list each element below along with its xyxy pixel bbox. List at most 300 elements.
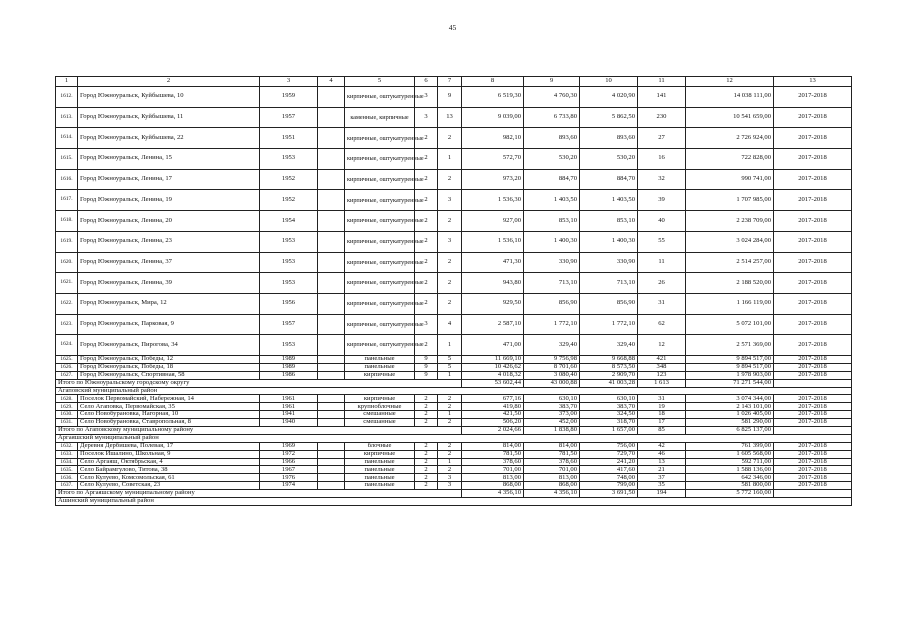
repair-period-cell: 2017-2018 [774, 482, 852, 490]
empty-cell-cell [318, 314, 345, 335]
total-area-cell: 927,00 [462, 211, 524, 232]
wall-material-cell: кирпичные, оштукатуренные [345, 335, 415, 356]
row-number-cell: 1623. [56, 314, 78, 335]
table-row [56, 273, 852, 294]
entrances-cell: 3 [438, 190, 462, 211]
year-built-cell: 1954 [260, 211, 318, 232]
subtotal-repair-period-cell [774, 490, 852, 498]
floors-cell: 2 [415, 211, 438, 232]
row-number-cell: 1634. [56, 458, 78, 466]
address-cell: Село Новобурановка, Нагорная, 10 [78, 411, 260, 419]
entrances-cell: 1 [438, 371, 462, 379]
empty-cell-cell [318, 273, 345, 294]
floors-cell: 2 [415, 458, 438, 466]
housing-register-table [55, 76, 852, 506]
wall-material-cell: кирпичные, оштукатуренные [345, 149, 415, 170]
entrances-cell: 1 [438, 335, 462, 356]
floors-cell: 2 [415, 419, 438, 427]
total-area-cell: 701,00 [462, 466, 524, 474]
living-area-cell: 893,60 [524, 128, 580, 149]
residential-area-cell: 713,10 [580, 273, 638, 294]
address-cell: Город Южноуральск, Мира, 12 [78, 293, 260, 314]
floors-cell: 2 [415, 450, 438, 458]
residents-cell: 141 [638, 87, 686, 108]
repair-cost-cell: 1 588 136,00 [686, 466, 774, 474]
row-number-cell: 1613. [56, 107, 78, 128]
entrances-cell: 2 [438, 273, 462, 294]
column-header: 10 [580, 77, 638, 87]
residential-area-cell: 756,00 [580, 442, 638, 450]
living-area-cell: 8 701,60 [524, 363, 580, 371]
row-number-cell: 1627. [56, 371, 78, 379]
entrances-cell: 9 [438, 87, 462, 108]
residents-cell: 13 [638, 458, 686, 466]
residential-area-cell: 530,20 [580, 149, 638, 170]
empty-cell-cell [318, 252, 345, 273]
living-area-cell: 452,00 [524, 419, 580, 427]
floors-cell: 2 [415, 442, 438, 450]
table-row [56, 293, 852, 314]
row-number-cell: 1630. [56, 411, 78, 419]
living-area-cell: 329,40 [524, 335, 580, 356]
empty-cell-cell [318, 149, 345, 170]
total-area-cell: 471,30 [462, 252, 524, 273]
table-row [56, 395, 852, 403]
repair-period-cell: 2017-2018 [774, 107, 852, 128]
repair-cost-cell: 5 072 101,00 [686, 314, 774, 335]
residents-cell: 39 [638, 190, 686, 211]
row-number-cell: 1631. [56, 419, 78, 427]
year-built-cell: 1952 [260, 169, 318, 190]
wall-material-cell: панельные [345, 363, 415, 371]
subtotal-row [56, 426, 852, 434]
wall-material-cell: кирпичные, оштукатуренные [345, 273, 415, 294]
row-number-cell: 1619. [56, 231, 78, 252]
table-row [56, 442, 852, 450]
year-built-cell: 1941 [260, 411, 318, 419]
repair-period-cell: 2017-2018 [774, 231, 852, 252]
total-area-cell: 973,20 [462, 169, 524, 190]
subtotal-row [56, 379, 852, 387]
repair-period-cell: 2017-2018 [774, 450, 852, 458]
repair-cost-cell: 592 711,00 [686, 458, 774, 466]
entrances-cell: 3 [438, 231, 462, 252]
year-built-cell: 1957 [260, 107, 318, 128]
empty-cell-cell [318, 474, 345, 482]
year-built-cell: 1976 [260, 474, 318, 482]
address-cell: Город Южноуральск, Ленина, 17 [78, 169, 260, 190]
table-row [56, 458, 852, 466]
table-row [56, 450, 852, 458]
year-built-cell: 1972 [260, 450, 318, 458]
subtotal-residents-cell: 85 [638, 426, 686, 434]
living-area-cell: 6 733,80 [524, 107, 580, 128]
residents-cell: 37 [638, 474, 686, 482]
subtotal-label: Итого по Аргаяшскому муниципальному району [56, 490, 462, 498]
subtotal-living-area-cell: 43 000,88 [524, 379, 580, 387]
residents-cell: 19 [638, 403, 686, 411]
total-area-cell: 6 519,30 [462, 87, 524, 108]
empty-cell-cell [318, 128, 345, 149]
subtotal-residents-cell: 1 613 [638, 379, 686, 387]
table-row [56, 87, 852, 108]
table-row [56, 252, 852, 273]
residential-area-cell: 853,10 [580, 211, 638, 232]
living-area-cell: 1 403,50 [524, 190, 580, 211]
repair-cost-cell: 14 038 111,00 [686, 87, 774, 108]
residents-cell: 11 [638, 252, 686, 273]
total-area-cell: 929,50 [462, 293, 524, 314]
repair-cost-cell: 10 541 659,00 [686, 107, 774, 128]
entrances-cell: 3 [438, 474, 462, 482]
row-number-cell: 1612. [56, 87, 78, 108]
residents-cell: 348 [638, 363, 686, 371]
repair-period-cell: 2017-2018 [774, 252, 852, 273]
floors-cell: 2 [415, 231, 438, 252]
row-number-cell: 1621. [56, 273, 78, 294]
address-cell: Город Южноуральск, Куйбышева, 22 [78, 128, 260, 149]
repair-cost-cell: 9 894 517,00 [686, 355, 774, 363]
row-number-cell: 1624. [56, 335, 78, 356]
row-number-cell: 1618. [56, 211, 78, 232]
residents-cell: 31 [638, 395, 686, 403]
entrances-cell: 2 [438, 419, 462, 427]
total-area-cell: 982,10 [462, 128, 524, 149]
residential-area-cell: 329,40 [580, 335, 638, 356]
empty-cell-cell [318, 293, 345, 314]
wall-material-cell: кирпичные [345, 395, 415, 403]
entrances-cell: 13 [438, 107, 462, 128]
year-built-cell: 1951 [260, 128, 318, 149]
repair-cost-cell: 2 188 520,00 [686, 273, 774, 294]
residents-cell: 123 [638, 371, 686, 379]
column-header: 13 [774, 77, 852, 87]
entrances-cell: 4 [438, 314, 462, 335]
entrances-cell: 2 [438, 442, 462, 450]
subtotal-total-area-cell: 53 602,44 [462, 379, 524, 387]
total-area-cell: 419,80 [462, 403, 524, 411]
year-built-cell: 1952 [260, 190, 318, 211]
entrances-cell: 2 [438, 466, 462, 474]
residents-cell: 18 [638, 411, 686, 419]
empty-cell-cell [318, 335, 345, 356]
entrances-cell: 1 [438, 411, 462, 419]
address-cell: Село Байрамгулово, Титова, 38 [78, 466, 260, 474]
empty-cell-cell [318, 363, 345, 371]
column-header: 3 [260, 77, 318, 87]
row-number-cell: 1617. [56, 190, 78, 211]
table-row [56, 466, 852, 474]
wall-material-cell: крупноблочные [345, 403, 415, 411]
residential-area-cell: 318,70 [580, 419, 638, 427]
entrances-cell: 5 [438, 355, 462, 363]
column-header: 4 [318, 77, 345, 87]
page-number: 45 [448, 23, 457, 32]
wall-material-cell: кирпичные, оштукатуренные [345, 169, 415, 190]
entrances-cell: 2 [438, 128, 462, 149]
repair-period-cell: 2017-2018 [774, 293, 852, 314]
address-cell: Город Южноуральск, Куйбышева, 10 [78, 87, 260, 108]
floors-cell: 2 [415, 128, 438, 149]
repair-period-cell: 2017-2018 [774, 355, 852, 363]
total-area-cell: 814,00 [462, 442, 524, 450]
residential-area-cell: 893,60 [580, 128, 638, 149]
column-header: 5 [345, 77, 415, 87]
repair-period-cell: 2017-2018 [774, 371, 852, 379]
floors-cell: 2 [415, 190, 438, 211]
address-cell: Город Южноуральск, Ленина, 37 [78, 252, 260, 273]
address-cell: Поселок Ишалино, Школьная, 9 [78, 450, 260, 458]
living-area-cell: 9 756,98 [524, 355, 580, 363]
address-cell: Город Южноуральск, Ленина, 39 [78, 273, 260, 294]
repair-period-cell: 2017-2018 [774, 169, 852, 190]
subtotal-repair-cost-cell: 6 825 137,00 [686, 426, 774, 434]
wall-material-cell: кирпичные, оштукатуренные [345, 252, 415, 273]
table-row [56, 169, 852, 190]
empty-cell-cell [318, 371, 345, 379]
empty-cell-cell [318, 403, 345, 411]
year-built-cell: 1974 [260, 482, 318, 490]
repair-cost-cell: 2 238 709,00 [686, 211, 774, 232]
district-section-row [56, 497, 852, 505]
table-row [56, 211, 852, 232]
row-number-cell: 1637. [56, 482, 78, 490]
address-cell: Село Новобурановка, Ставропольная, 8 [78, 419, 260, 427]
district-heading: Аргаяшский муниципальный район [56, 434, 852, 442]
subtotal-residential-area-cell: 3 691,50 [580, 490, 638, 498]
empty-cell-cell [318, 231, 345, 252]
repair-cost-cell: 3 024 284,00 [686, 231, 774, 252]
living-area-cell: 330,90 [524, 252, 580, 273]
subtotal-residential-area-cell: 41 003,28 [580, 379, 638, 387]
repair-period-cell: 2017-2018 [774, 474, 852, 482]
row-number-cell: 1620. [56, 252, 78, 273]
address-cell: Город Южноуральск, Победы, 12 [78, 355, 260, 363]
living-area-cell: 868,00 [524, 482, 580, 490]
column-header: 2 [78, 77, 260, 87]
repair-cost-cell: 581 800,00 [686, 482, 774, 490]
address-cell: Город Южноуральск, Куйбышева, 11 [78, 107, 260, 128]
table-row [56, 107, 852, 128]
row-number-cell: 1632. [56, 442, 78, 450]
repair-cost-cell: 2 726 924,00 [686, 128, 774, 149]
residential-area-cell: 241,20 [580, 458, 638, 466]
subtotal-residents-cell: 194 [638, 490, 686, 498]
wall-material-cell: кирпичные, оштукатуренные [345, 231, 415, 252]
floors-cell: 3 [415, 107, 438, 128]
wall-material-cell: панельные [345, 466, 415, 474]
subtotal-total-area-cell: 2 024,66 [462, 426, 524, 434]
entrances-cell: 5 [438, 363, 462, 371]
residents-cell: 35 [638, 482, 686, 490]
entrances-cell: 1 [438, 458, 462, 466]
living-area-cell: 373,00 [524, 411, 580, 419]
row-number-cell: 1633. [56, 450, 78, 458]
year-built-cell: 1969 [260, 442, 318, 450]
row-number-cell: 1622. [56, 293, 78, 314]
wall-material-cell: кирпичные [345, 450, 415, 458]
repair-cost-cell: 2 514 257,00 [686, 252, 774, 273]
residents-cell: 230 [638, 107, 686, 128]
empty-cell-cell [318, 395, 345, 403]
total-area-cell: 868,00 [462, 482, 524, 490]
repair-cost-cell: 642 346,00 [686, 474, 774, 482]
residential-area-cell: 630,10 [580, 395, 638, 403]
repair-period-cell: 2017-2018 [774, 403, 852, 411]
residents-cell: 12 [638, 335, 686, 356]
wall-material-cell: кирпичные, оштукатуренные [345, 87, 415, 108]
subtotal-repair-period-cell [774, 379, 852, 387]
row-number-cell: 1636. [56, 474, 78, 482]
repair-period-cell: 2017-2018 [774, 211, 852, 232]
repair-period-cell: 2017-2018 [774, 87, 852, 108]
column-header: 7 [438, 77, 462, 87]
floors-cell: 2 [415, 169, 438, 190]
floors-cell: 9 [415, 371, 438, 379]
address-cell: Город Южноуральск, Парковая, 9 [78, 314, 260, 335]
wall-material-cell: кирпичные, оштукатуренные [345, 128, 415, 149]
residents-cell: 46 [638, 450, 686, 458]
residents-cell: 16 [638, 149, 686, 170]
floors-cell: 9 [415, 363, 438, 371]
column-header: 1 [56, 77, 78, 87]
total-area-cell: 421,50 [462, 411, 524, 419]
table-row [56, 190, 852, 211]
total-area-cell: 677,16 [462, 395, 524, 403]
total-area-cell: 943,80 [462, 273, 524, 294]
repair-period-cell: 2017-2018 [774, 335, 852, 356]
residents-cell: 32 [638, 169, 686, 190]
district-heading: Ашинский муниципальный район [56, 497, 852, 505]
year-built-cell: 1953 [260, 335, 318, 356]
repair-period-cell: 2017-2018 [774, 149, 852, 170]
address-cell: Город Южноуральск, Ленина, 15 [78, 149, 260, 170]
entrances-cell: 2 [438, 293, 462, 314]
living-area-cell: 383,70 [524, 403, 580, 411]
row-number-cell: 1616. [56, 169, 78, 190]
residents-cell: 21 [638, 466, 686, 474]
floors-cell: 2 [415, 395, 438, 403]
entrances-cell: 2 [438, 252, 462, 273]
living-area-cell: 4 760,30 [524, 87, 580, 108]
wall-material-cell: смешанные [345, 419, 415, 427]
district-section-row [56, 387, 852, 395]
subtotal-living-area-cell: 4 356,10 [524, 490, 580, 498]
floors-cell: 3 [415, 314, 438, 335]
total-area-cell: 11 669,10 [462, 355, 524, 363]
year-built-cell: 1953 [260, 149, 318, 170]
floors-cell: 2 [415, 335, 438, 356]
total-area-cell: 506,20 [462, 419, 524, 427]
wall-material-cell: панельные [345, 482, 415, 490]
entrances-cell: 2 [438, 395, 462, 403]
wall-material-cell: кирпичные, оштукатуренные [345, 314, 415, 335]
total-area-cell: 1 536,30 [462, 190, 524, 211]
empty-cell-cell [318, 87, 345, 108]
repair-cost-cell: 9 894 517,00 [686, 363, 774, 371]
living-area-cell: 856,90 [524, 293, 580, 314]
table-row [56, 355, 852, 363]
row-number-cell: 1626. [56, 363, 78, 371]
residents-cell: 17 [638, 419, 686, 427]
address-cell: Город Южноуральск, Ленина, 19 [78, 190, 260, 211]
address-cell: Город Южноуральск, Ленина, 20 [78, 211, 260, 232]
repair-period-cell: 2017-2018 [774, 128, 852, 149]
entrances-cell: 2 [438, 450, 462, 458]
subtotal-row [56, 490, 852, 498]
total-area-cell: 1 536,10 [462, 231, 524, 252]
total-area-cell: 10 426,62 [462, 363, 524, 371]
year-built-cell: 1953 [260, 273, 318, 294]
repair-period-cell: 2017-2018 [774, 314, 852, 335]
repair-period-cell: 2017-2018 [774, 466, 852, 474]
living-area-cell: 630,10 [524, 395, 580, 403]
floors-cell: 9 [415, 355, 438, 363]
residential-area-cell: 324,50 [580, 411, 638, 419]
living-area-cell: 814,00 [524, 442, 580, 450]
row-number-cell: 1614. [56, 128, 78, 149]
year-built-cell: 1957 [260, 314, 318, 335]
year-built-cell: 1956 [260, 293, 318, 314]
floors-cell: 2 [415, 411, 438, 419]
year-built-cell: 1940 [260, 419, 318, 427]
subtotal-living-area-cell: 1 838,80 [524, 426, 580, 434]
residential-area-cell: 1 403,50 [580, 190, 638, 211]
repair-period-cell: 2017-2018 [774, 273, 852, 294]
address-cell: Деревня Дербишева, Полевая, 17 [78, 442, 260, 450]
year-built-cell: 1953 [260, 231, 318, 252]
table-row [56, 128, 852, 149]
living-area-cell: 701,00 [524, 466, 580, 474]
column-number-header-row [56, 77, 852, 87]
wall-material-cell: кирпичные, оштукатуренные [345, 190, 415, 211]
table-row [56, 231, 852, 252]
wall-material-cell: кирпичные, оштукатуренные [345, 293, 415, 314]
living-area-cell: 781,50 [524, 450, 580, 458]
residential-area-cell: 2 909,70 [580, 371, 638, 379]
column-header: 11 [638, 77, 686, 87]
repair-period-cell: 2017-2018 [774, 363, 852, 371]
empty-cell-cell [318, 450, 345, 458]
residents-cell: 40 [638, 211, 686, 232]
residential-area-cell: 5 862,50 [580, 107, 638, 128]
living-area-cell: 813,00 [524, 474, 580, 482]
table-row [56, 474, 852, 482]
empty-cell-cell [318, 419, 345, 427]
residents-cell: 421 [638, 355, 686, 363]
entrances-cell: 3 [438, 482, 462, 490]
repair-cost-cell: 761 399,00 [686, 442, 774, 450]
residential-area-cell: 4 020,90 [580, 87, 638, 108]
address-cell: Город Южноуральск, Ленина, 23 [78, 231, 260, 252]
residents-cell: 27 [638, 128, 686, 149]
residential-area-cell: 729,70 [580, 450, 638, 458]
total-area-cell: 378,60 [462, 458, 524, 466]
year-built-cell: 1953 [260, 252, 318, 273]
residents-cell: 55 [638, 231, 686, 252]
address-cell: Поселок Первомайский, Набережная, 14 [78, 395, 260, 403]
empty-cell-cell [318, 482, 345, 490]
table-row [56, 314, 852, 335]
district-section-row [56, 434, 852, 442]
residential-area-cell: 856,90 [580, 293, 638, 314]
table-row [56, 371, 852, 379]
residents-cell: 62 [638, 314, 686, 335]
living-area-cell: 1 772,10 [524, 314, 580, 335]
repair-cost-cell: 1 026 405,00 [686, 411, 774, 419]
repair-cost-cell: 581 290,00 [686, 419, 774, 427]
living-area-cell: 1 400,30 [524, 231, 580, 252]
